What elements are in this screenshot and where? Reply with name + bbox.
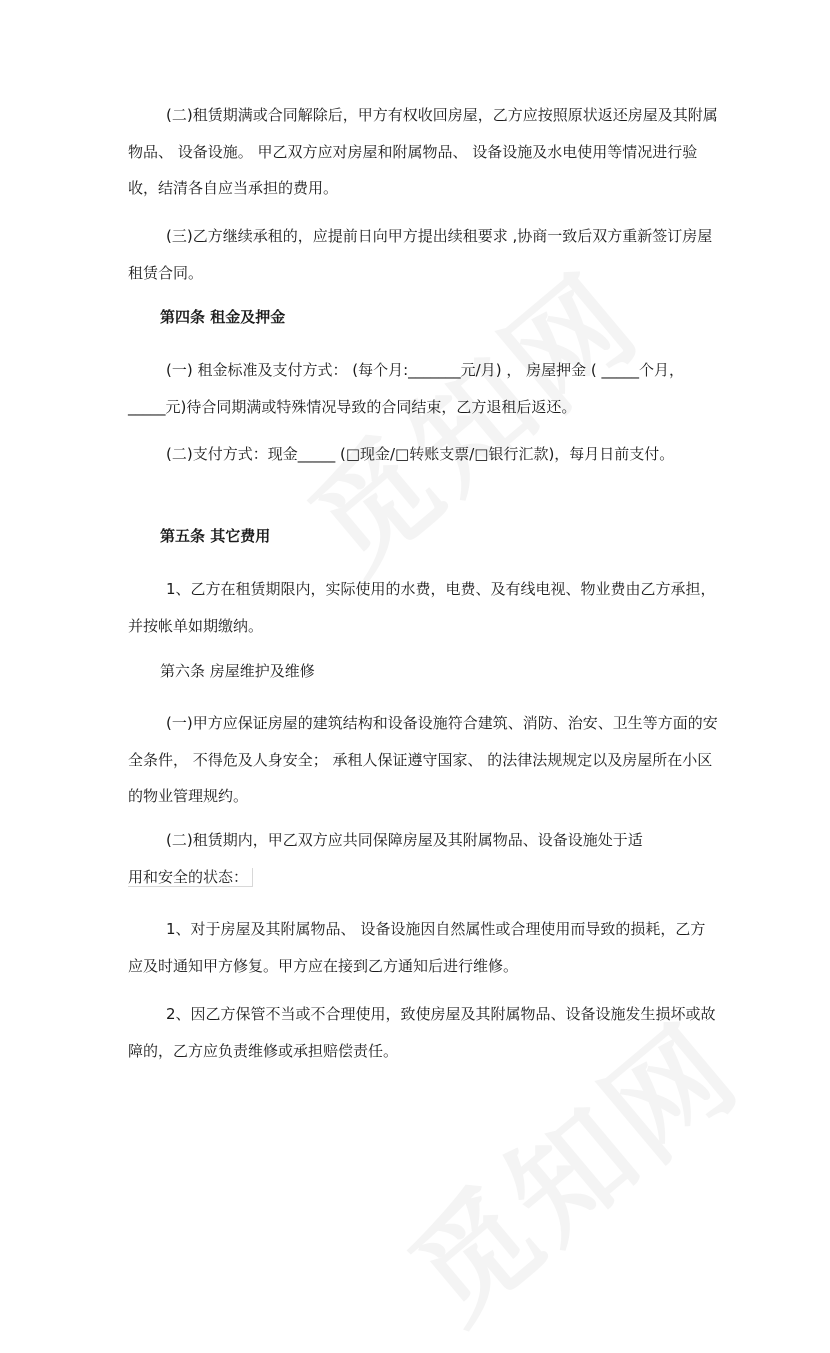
paragraph-payment-method: (二)支付方式：现金_____ (□现金/□转账支票/□银行汇款)，每月日前支付。: [166, 445, 675, 463]
paragraph-line: 用和安全的状态：: [128, 868, 253, 887]
paragraph-termination-return: (二)租赁期满或合同解除后，甲方有权收回房屋，乙方应按照原状返还房屋及其附属物品、 设备设施。 甲乙双方应对房屋和附属物品、 设备设施及水电使用等情况进行验收，结清各自应当承担的费用。: [128, 106, 718, 197]
paragraph-safety-conditions: (一)甲方应保证房屋的建筑结构和设备设施符合建筑、消防、治安、卫生等方面的安全条件， 不得危及人身安全； 承租人保证遵守国家、 的法律法规规定以及房屋所在小区的物业管理规约。: [128, 714, 718, 805]
paragraph-joint-maintenance: [128, 822, 718, 895]
paragraph-improper-use: 2、因乙方保管不当或不合理使用，致使房屋及其附属物品、设备设施发生损坏或故障的，乙方应负责维修或承担赔偿责任。: [128, 1005, 716, 1060]
paragraph-renewal: (三)乙方继续承租的，应提前日向甲方提出续租要求 ,协商一致后双方重新签订房屋租赁合同。: [128, 227, 713, 282]
section-heading-article-6: 第六条 房屋维护及维修: [160, 662, 315, 680]
paragraph-natural-wear: 1、对于房屋及其附属物品、 设备设施因自然属性或合理使用而导致的损耗，乙方应及时通知甲方修复。甲方应在接到乙方通知后进行维修。: [128, 920, 706, 975]
section-heading-article-4: 第四条 租金及押金: [160, 308, 286, 326]
section-heading-article-5: 第五条 其它费用: [160, 527, 271, 545]
paragraph-line: (二)租赁期内，甲乙双方应共同保障房屋及其附属物品、设备设施处于适: [166, 831, 643, 849]
paragraph-rent-deposit: (一) 租金标准及支付方式： (每个月:_______元/月) ， 房屋押金 ( _____个月， _____元)待合同期满或特殊情况导致的合同结束，乙方退租后返还。: [128, 361, 684, 416]
paragraph-utility-fees: 1、乙方在租赁期限内，实际使用的水费，电费、及有线电视、物业费由乙方承担，并按帐单如期缴纳。: [128, 580, 716, 635]
